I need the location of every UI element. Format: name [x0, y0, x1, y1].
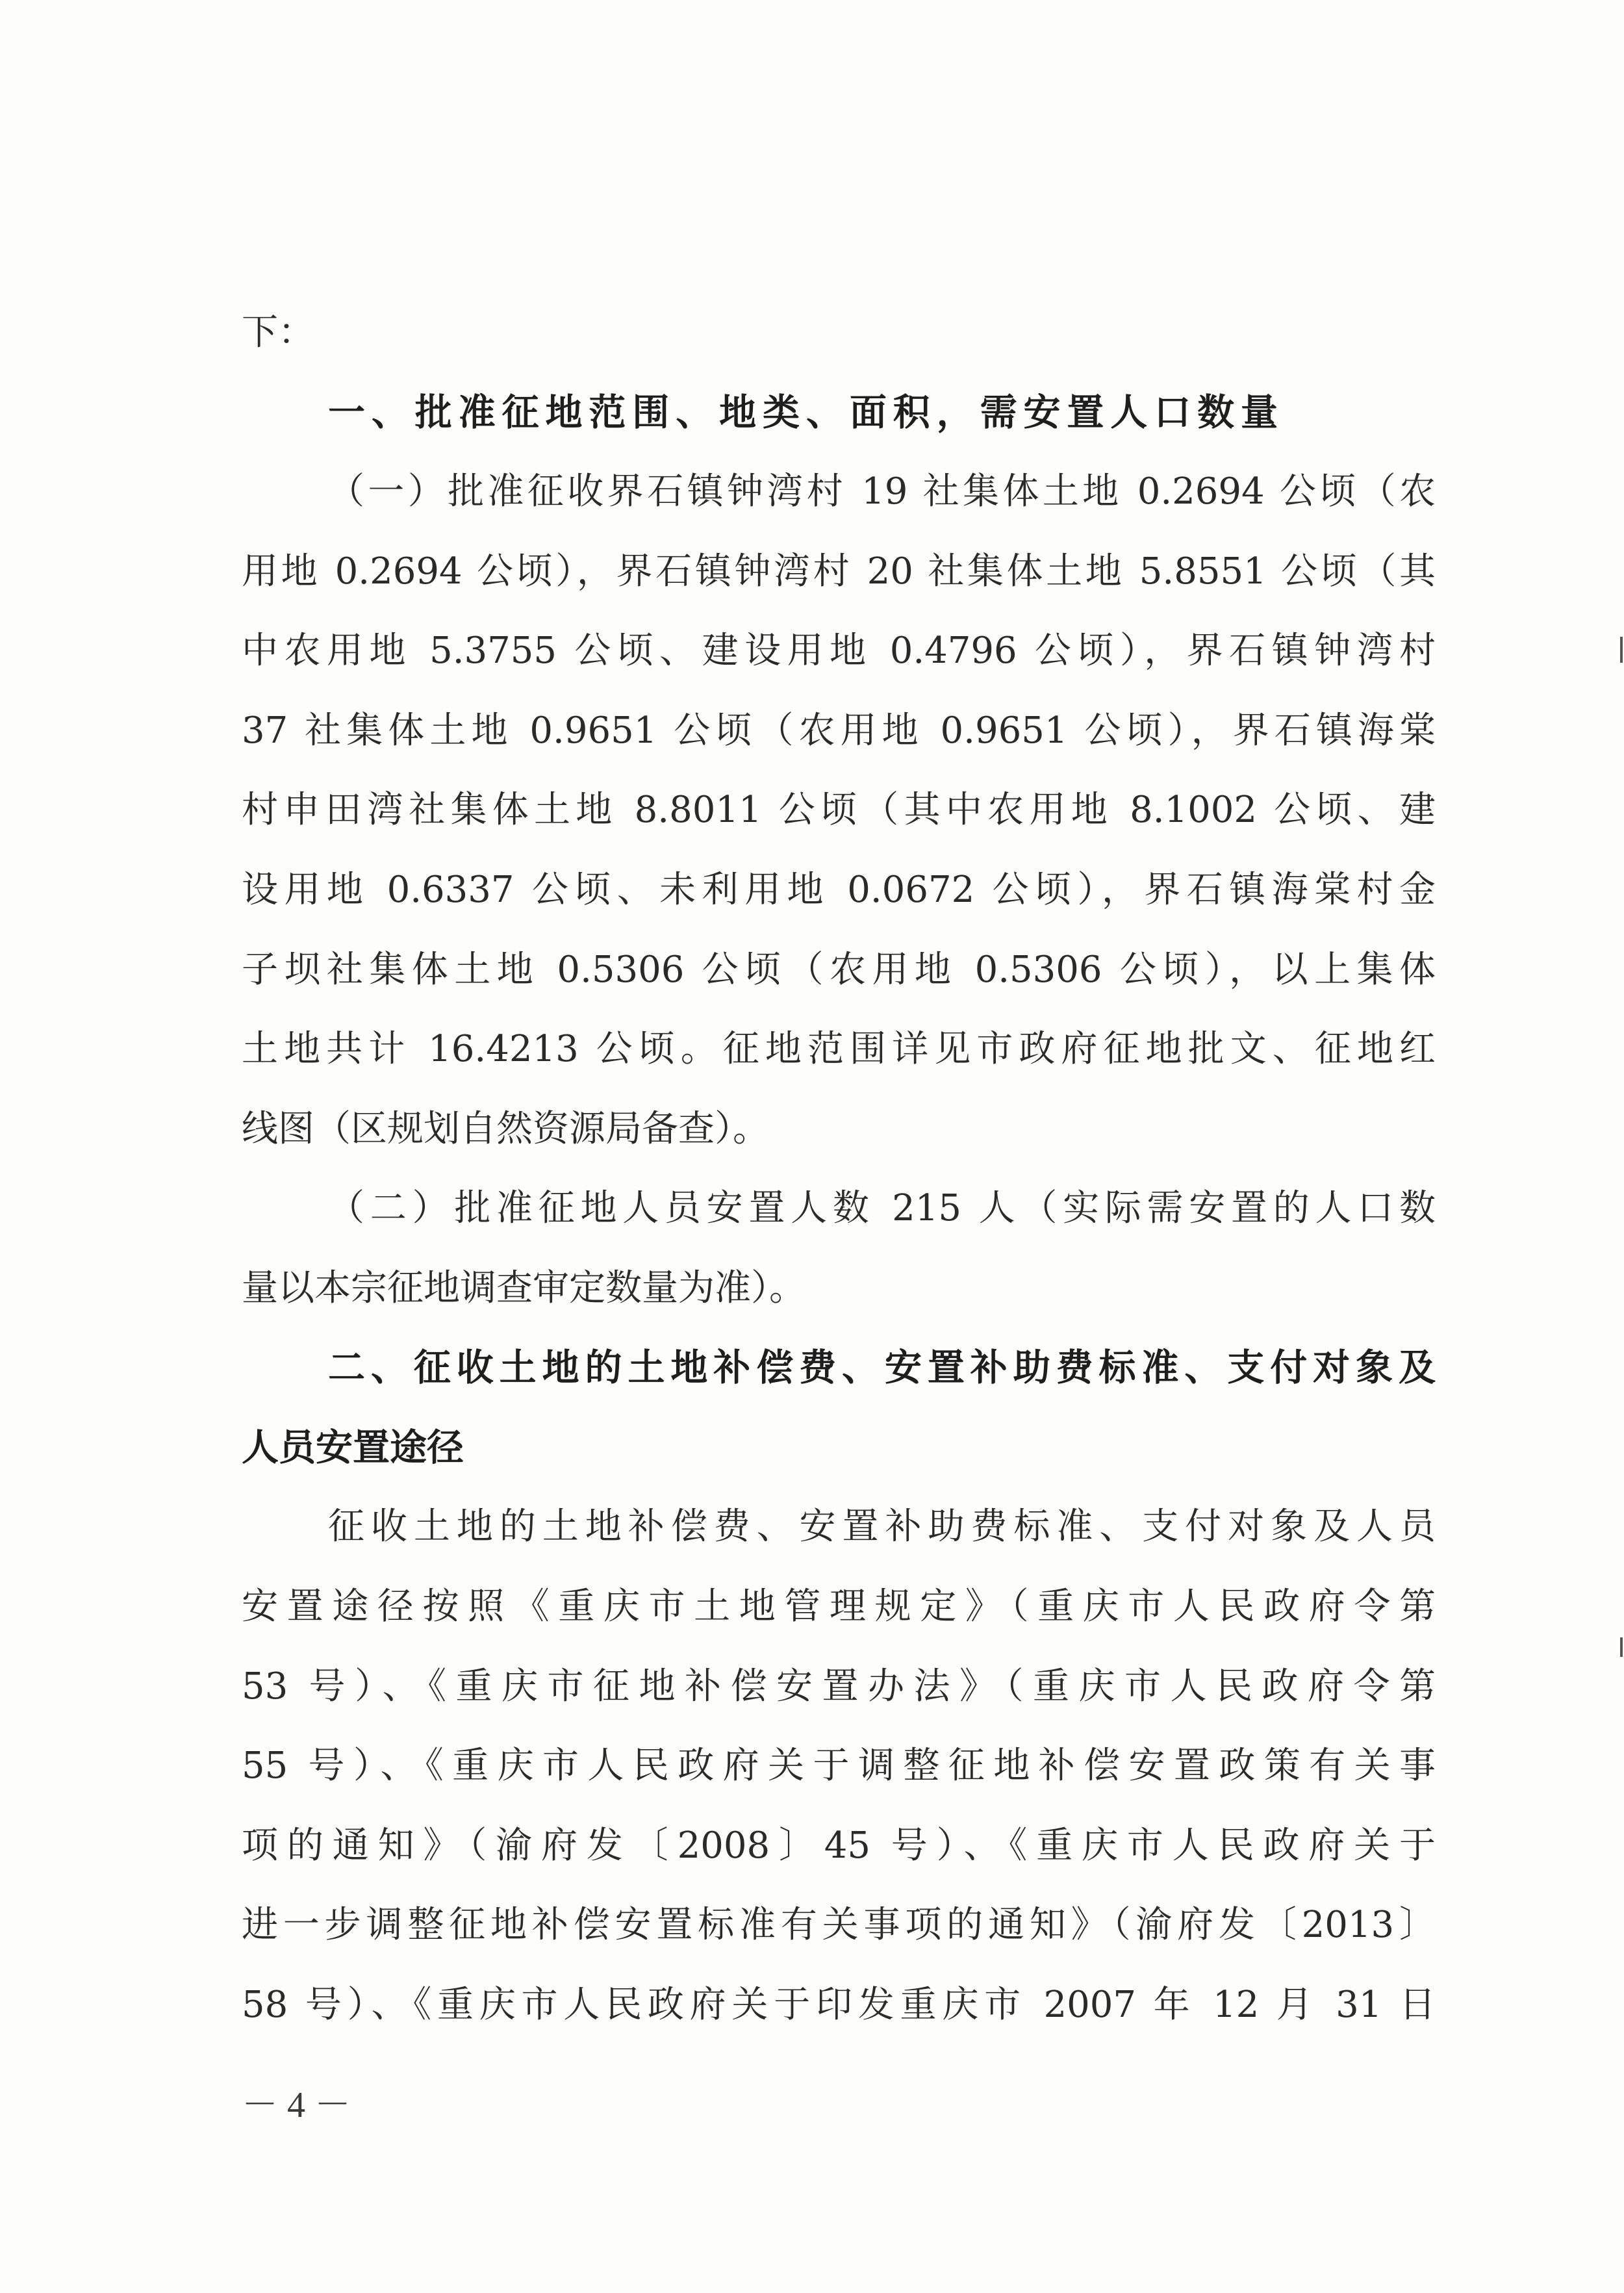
text-line: （二）批准征地人员安置人数 215 人（实际需安置的人口数	[328, 1187, 1436, 1229]
scan-edge-mark	[1620, 1637, 1623, 1657]
page-number: － 4 －	[242, 2085, 351, 2125]
text-line: 53 号）、《重庆市征地补偿安置办法》（重庆市人民政府令第	[242, 1665, 1436, 1708]
section-heading: 一、批准征地范围、地类、面积，需安置人口数量	[328, 391, 1278, 434]
text-line: 设用地 0.6337 公顷、未利用地 0.0672 公顷），界石镇海棠村金	[242, 869, 1436, 911]
text-line: 项的通知》（渝府发〔2008〕45 号）、《重庆市人民政府关于	[242, 1825, 1436, 1867]
text-line: 土地共计 16.4213 公顷。征地范围详见市政府征地批文、征地红	[242, 1028, 1436, 1070]
section-heading: 二、征收土地的土地补偿费、安置补助费标准、支付对象及	[328, 1346, 1436, 1389]
text-line: 量以本宗征地调查审定数量为准）。	[242, 1267, 806, 1309]
text-line: 安置途径按照《重庆市土地管理规定》（重庆市人民政府令第	[242, 1585, 1436, 1628]
text-line: 55 号）、《重庆市人民政府关于调整征地补偿安置政策有关事	[242, 1745, 1436, 1787]
text-line: （一）批准征收界石镇钟湾村 19 社集体土地 0.2694 公顷（农	[328, 470, 1436, 513]
section-heading-continued: 人员安置途径	[242, 1426, 464, 1469]
text-line: 用地 0.2694 公顷），界石镇钟湾村 20 社集体土地 5.8551 公顷（其	[242, 550, 1436, 593]
text-line: 中农用地 5.3755 公顷、建设用地 0.4796 公顷），界石镇钟湾村	[242, 630, 1436, 672]
text-line: 线图（区规划自然资源局备查）。	[242, 1108, 769, 1150]
text-line: 子坝社集体土地 0.5306 公顷（农用地 0.5306 公顷），以上集体	[242, 949, 1436, 991]
text-line: 村申田湾社集体土地 8.8011 公顷（其中农用地 8.1002 公顷、建	[242, 789, 1436, 831]
text-line: 下：	[242, 311, 314, 353]
text-line: 58 号）、《重庆市人民政府关于印发重庆市 2007 年 12 月 31 日	[242, 1984, 1436, 2026]
text-line: 征收土地的土地补偿费、安置补助费标准、支付对象及人员	[328, 1505, 1436, 1548]
text-line: 进一步调整征地补偿安置标准有关事项的通知》（渝府发〔2013〕	[242, 1904, 1436, 1946]
text-line: 37 社集体土地 0.9651 公顷（农用地 0.9651 公顷），界石镇海棠	[242, 710, 1436, 752]
scan-edge-mark	[1620, 637, 1623, 663]
